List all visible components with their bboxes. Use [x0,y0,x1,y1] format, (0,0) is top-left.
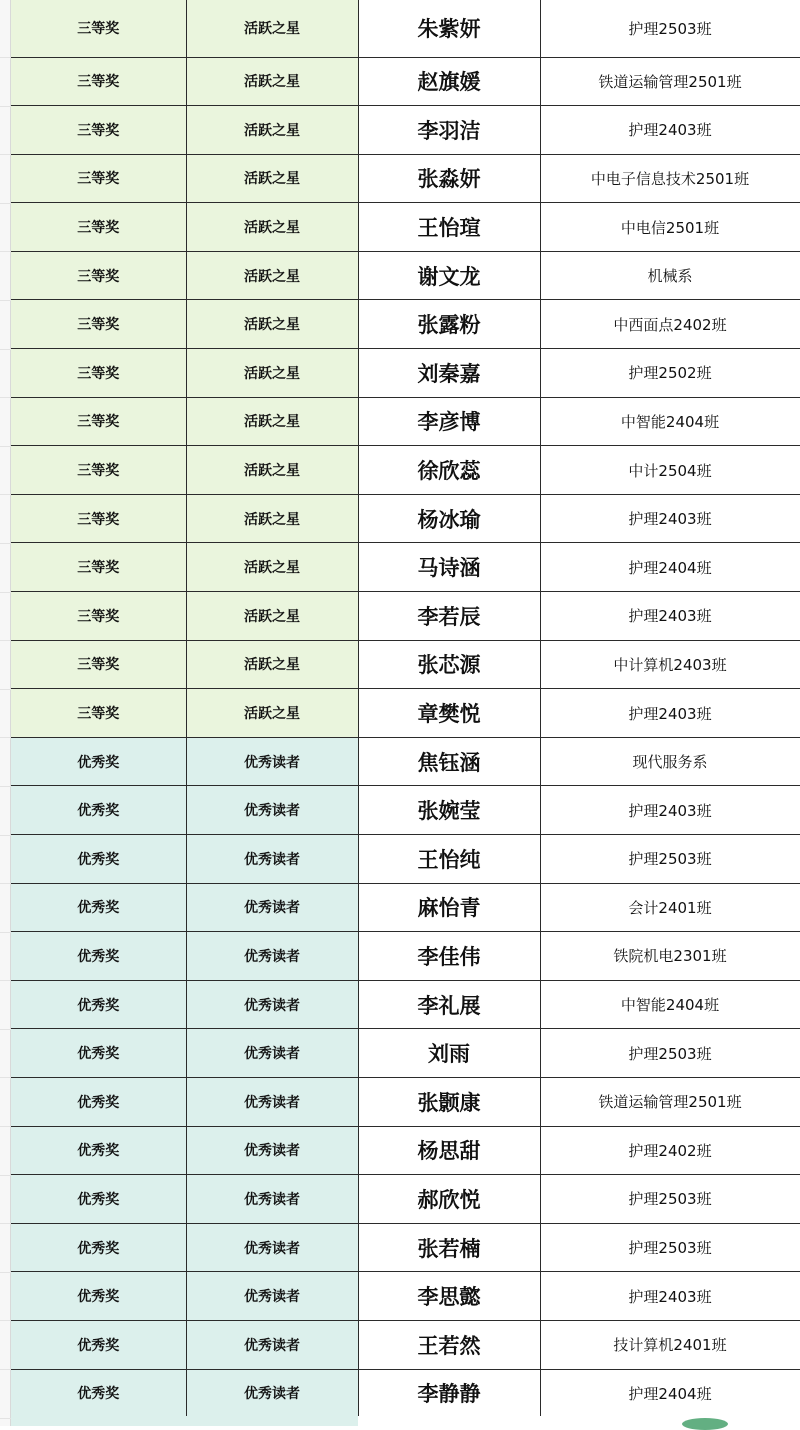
award-title-cell[interactable]: 活跃之星 [186,494,358,543]
row-divider [0,494,11,495]
student-name-cell[interactable]: 张婉莹 [358,786,540,835]
student-name-cell[interactable]: 李静静 [358,1369,540,1418]
row-divider [0,300,11,301]
award-level-cell[interactable]: 优秀奖 [11,737,186,786]
table-row [11,835,800,884]
student-name-cell[interactable]: 焦钰涵 [358,737,540,786]
award-level-cell[interactable]: 优秀奖 [11,1320,186,1369]
table-row [11,883,800,932]
student-name-cell[interactable]: 王怡瑄 [358,203,540,252]
row-divider [0,106,11,107]
table-row [11,543,800,592]
row-divider [0,737,11,738]
award-title-cell[interactable]: 优秀读者 [186,883,358,932]
row-divider [0,1175,11,1176]
student-name-cell[interactable]: 赵旗媛 [358,57,540,106]
table-row [11,251,800,300]
student-name-cell[interactable]: 杨思甜 [358,1126,540,1175]
table-row [11,1369,800,1418]
student-name-cell[interactable]: 麻怡青 [358,883,540,932]
row-divider [0,640,11,641]
award-title-cell[interactable]: 活跃之星 [186,592,358,641]
award-title-cell[interactable]: 优秀读者 [186,835,358,884]
student-class-cell[interactable]: 护理2503班 [540,1175,800,1224]
award-level-cell[interactable]: 三等奖 [11,251,186,300]
row-divider [0,349,11,350]
award-title-cell[interactable]: 优秀读者 [186,737,358,786]
student-class-cell[interactable]: 中电信2501班 [540,203,800,252]
award-level-cell[interactable]: 三等奖 [11,300,186,349]
row-divider [0,592,11,593]
award-title-cell[interactable]: 活跃之星 [186,397,358,446]
table-row [11,689,800,738]
award-level-cell[interactable]: 三等奖 [11,592,186,641]
award-title-cell[interactable]: 优秀读者 [186,786,358,835]
award-title-cell[interactable]: 优秀读者 [186,932,358,981]
student-class-cell[interactable]: 护理2503班 [540,835,800,884]
table-row [11,397,800,446]
row-divider [0,786,11,787]
student-name-cell[interactable]: 章樊悦 [358,689,540,738]
award-level-cell[interactable]: 优秀奖 [11,1175,186,1224]
student-class-cell[interactable]: 中西面点2402班 [540,300,800,349]
student-class-cell[interactable]: 护理2403班 [540,494,800,543]
award-title-cell[interactable]: 活跃之星 [186,640,358,689]
award-level-cell[interactable]: 三等奖 [11,494,186,543]
row-divider [0,1369,11,1370]
row-divider [0,1320,11,1321]
row-divider [0,1223,11,1224]
table-row [11,1077,800,1126]
award-title-cell[interactable]: 优秀读者 [186,1175,358,1224]
student-class-cell[interactable]: 护理2403班 [540,592,800,641]
award-title-cell[interactable]: 优秀读者 [186,1369,358,1418]
student-class-cell[interactable]: 护理2502班 [540,349,800,398]
student-name-cell[interactable]: 李若辰 [358,592,540,641]
award-level-cell[interactable]: 三等奖 [11,543,186,592]
student-name-cell[interactable]: 徐欣蕊 [358,446,540,495]
student-name-cell[interactable]: 张露粉 [358,300,540,349]
table-row [11,0,800,57]
floating-button-edge[interactable] [682,1418,728,1430]
student-name-cell[interactable]: 杨冰瑜 [358,494,540,543]
award-title-cell[interactable]: 优秀读者 [186,1029,358,1078]
award-title-cell[interactable]: 活跃之星 [186,106,358,155]
row-header-gutter [0,0,11,1426]
row-divider [0,835,11,836]
row-divider [0,1126,11,1127]
student-class-cell[interactable]: 护理2503班 [540,0,800,57]
award-level-cell[interactable]: 优秀奖 [11,786,186,835]
award-level-cell[interactable]: 优秀奖 [11,980,186,1029]
student-class-cell[interactable]: 中计2504班 [540,446,800,495]
award-level-cell[interactable]: 三等奖 [11,154,186,203]
award-title-cell[interactable]: 活跃之星 [186,203,358,252]
table-row [11,154,800,203]
award-level-cell[interactable]: 优秀奖 [11,835,186,884]
award-title-cell[interactable]: 活跃之星 [186,543,358,592]
row-divider [0,203,11,204]
student-name-cell[interactable]: 谢文龙 [358,251,540,300]
student-class-cell[interactable]: 护理2404班 [540,1369,800,1418]
student-class-cell[interactable]: 护理2503班 [540,1223,800,1272]
award-title-cell[interactable]: 活跃之星 [186,0,358,57]
student-class-cell[interactable]: 中电子信息技术2501班 [540,154,800,203]
award-level-cell[interactable]: 三等奖 [11,689,186,738]
award-level-cell[interactable]: 三等奖 [11,397,186,446]
award-title-cell[interactable]: 优秀读者 [186,1126,358,1175]
award-list-table [11,0,800,1418]
student-name-cell[interactable]: 刘雨 [358,1029,540,1078]
student-class-cell[interactable]: 护理2403班 [540,106,800,155]
row-divider [0,397,11,398]
award-title-cell[interactable]: 活跃之星 [186,300,358,349]
table-row [11,1320,800,1369]
student-class-cell[interactable]: 护理2404班 [540,543,800,592]
student-class-cell[interactable]: 中计算机2403班 [540,640,800,689]
student-class-cell[interactable]: 中智能2404班 [540,980,800,1029]
student-name-cell[interactable]: 李佳伟 [358,932,540,981]
row-divider [0,154,11,155]
student-class-cell[interactable]: 技计算机2401班 [540,1320,800,1369]
row-divider [0,980,11,981]
student-class-cell[interactable]: 铁道运输管理2501班 [540,1077,800,1126]
student-class-cell[interactable]: 会计2401班 [540,883,800,932]
student-class-cell[interactable]: 护理2402班 [540,1126,800,1175]
table-row [11,592,800,641]
table-row [11,446,800,495]
table-row [11,786,800,835]
student-name-cell[interactable]: 王若然 [358,1320,540,1369]
table-row [11,349,800,398]
table-row [11,980,800,1029]
award-level-cell[interactable]: 优秀奖 [11,1126,186,1175]
award-level-cell[interactable]: 优秀奖 [11,1369,186,1418]
student-class-cell[interactable]: 机械系 [540,251,800,300]
table-row [11,106,800,155]
award-level-cell[interactable]: 三等奖 [11,0,186,57]
award-title-cell[interactable]: 优秀读者 [186,1077,358,1126]
row-divider [0,1272,11,1273]
award-level-cell[interactable]: 优秀奖 [11,932,186,981]
row-divider [0,689,11,690]
table-row [11,640,800,689]
award-level-cell[interactable]: 优秀奖 [11,1029,186,1078]
student-name-cell[interactable]: 张芯源 [358,640,540,689]
student-class-cell[interactable]: 护理2403班 [540,786,800,835]
award-level-cell[interactable]: 三等奖 [11,203,186,252]
row-divider [0,251,11,252]
table-row [11,1029,800,1078]
award-title-cell[interactable]: 优秀读者 [186,1320,358,1369]
row-divider [0,543,11,544]
student-name-cell[interactable]: 刘秦嘉 [358,349,540,398]
row-divider [0,883,11,884]
student-name-cell[interactable]: 张若楠 [358,1223,540,1272]
student-name-cell[interactable]: 王怡纯 [358,835,540,884]
award-title-cell[interactable]: 活跃之星 [186,154,358,203]
student-class-cell[interactable]: 现代服务系 [540,737,800,786]
award-table-body [11,0,800,1418]
award-title-cell[interactable]: 活跃之星 [186,251,358,300]
award-level-cell[interactable]: 三等奖 [11,106,186,155]
award-title-cell[interactable]: 活跃之星 [186,446,358,495]
student-name-cell[interactable]: 张颢康 [358,1077,540,1126]
student-name-cell[interactable]: 郝欣悦 [358,1175,540,1224]
row-divider [0,932,11,933]
award-table-container [11,0,800,1418]
row-divider [0,57,11,58]
student-class-cell[interactable]: 中智能2404班 [540,397,800,446]
row-divider [0,1029,11,1030]
award-level-cell[interactable]: 优秀奖 [11,1223,186,1272]
student-class-cell[interactable]: 护理2503班 [540,1029,800,1078]
award-title-cell[interactable]: 活跃之星 [186,57,358,106]
award-title-cell[interactable]: 优秀读者 [186,1272,358,1321]
table-row [11,737,800,786]
student-name-cell[interactable]: 张淼妍 [358,154,540,203]
table-row [11,932,800,981]
row-divider [0,1418,11,1419]
student-class-cell[interactable]: 铁道运输管理2501班 [540,57,800,106]
award-level-cell[interactable]: 优秀奖 [11,883,186,932]
student-name-cell[interactable]: 李彦博 [358,397,540,446]
table-row [11,494,800,543]
student-name-cell[interactable]: 朱紫妍 [358,0,540,57]
table-row [11,1175,800,1224]
award-title-cell[interactable]: 活跃之星 [186,689,358,738]
row-divider [0,1077,11,1078]
row-divider [0,446,11,447]
award-level-cell[interactable]: 优秀奖 [11,1077,186,1126]
table-row [11,203,800,252]
award-level-cell[interactable]: 三等奖 [11,446,186,495]
student-name-cell[interactable]: 李羽洁 [358,106,540,155]
table-row [11,57,800,106]
award-title-cell[interactable]: 优秀读者 [186,980,358,1029]
table-row [11,1126,800,1175]
award-title-cell[interactable]: 优秀读者 [186,1223,358,1272]
award-level-cell[interactable]: 三等奖 [11,640,186,689]
student-name-cell[interactable]: 李礼展 [358,980,540,1029]
award-title-cell[interactable]: 活跃之星 [186,349,358,398]
student-class-cell[interactable]: 铁院机电2301班 [540,932,800,981]
student-class-cell[interactable]: 护理2403班 [540,1272,800,1321]
student-name-cell[interactable]: 马诗涵 [358,543,540,592]
student-name-cell[interactable]: 李思懿 [358,1272,540,1321]
table-row [11,1272,800,1321]
student-class-cell[interactable]: 护理2403班 [540,689,800,738]
award-level-cell[interactable]: 三等奖 [11,349,186,398]
award-level-cell[interactable]: 优秀奖 [11,1272,186,1321]
table-row [11,1223,800,1272]
table-row [11,300,800,349]
award-level-cell[interactable]: 三等奖 [11,57,186,106]
next-row-partial-fill [11,1416,358,1426]
